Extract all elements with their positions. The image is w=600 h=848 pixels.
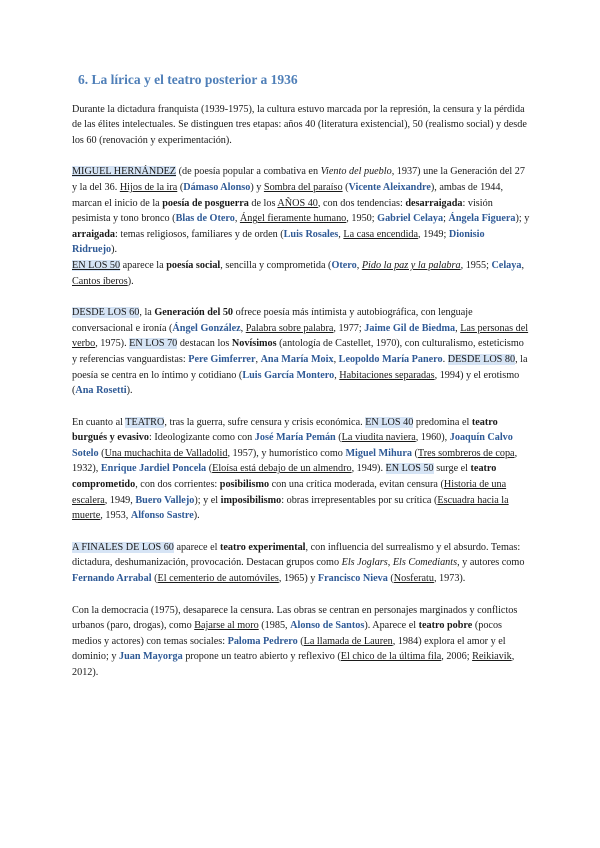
section-title: 6. La lírica y el teatro posterior a 1936 xyxy=(78,72,298,87)
paragraph-intro: Durante la dictadura franquista (1939-1975), la cultura estuvo marcada por la represión, la censura y la pérdida de las élites intelectuales. Se distinguen tres etapas: años 40 (literatura existencial), 50 (realismo social) y desde los 60 (renovación y experimentación). xyxy=(72,103,527,146)
paragraph-theatre-60s: A FINALES DE LOS 60 aparece el teatro experimental, con influencia del surrealismo y el absurdo. Temas: dictadura, deshumanización, provocación. Destacan grupos como Els Joglars, Els Comediants, y autores como Fernando Arrabal (El cementerio de automóviles, 1965) y Francisco Nieva (Nosferatu, 1973). xyxy=(72,541,525,585)
paragraph-poetry-40s: MIGUEL HERNÁNDEZ (de poesía popular a combativa en Viento del pueblo, 1937) une la Generación del 27 y la del 36. Hijos de la ira (Dámaso Alonso) y Sombra del paraíso (Vicente Aleixandre), ambas de 1944, marcan el inicio de la poesía de posguerra de los AÑOS 40, con dos tendencias: desarraigada: visión pesimista y tono bronco (Blas de Otero, Ángel fieramente humano, 1950; Gabriel Celaya; Ángela Figuera); y arraigada: temas religiosos, familiares y de orden (Luis Rosales, La casa encendida, 1949; Dionisio Ridruejo). EN LOS 50 aparece la poesía social, sencilla y comprometida (Otero, Pido la paz y la palabra, 1955; Celaya, Cantos íberos). xyxy=(72,166,530,287)
paragraph-poetry-60s: DESDE LOS 60, la Generación del 50 ofrece poesía más íntimista y autobiográfica, con lenguaje conversacional e ironía (Ángel González, Palabra sobre palabra, 1977; Jaime Gil de Biedma, Las personas del verbo, 1975). EN LOS 70 destacan los Novísimos (antología de Castellet, 1970), con culturalismo, esteticismo y referencias vanguardistas: Pere Gimferrer, Ana María Moix, Leopoldo María Panero. DESDE LOS 80, la poesía se centra en lo íntimo y cotidiano (Luis García Montero, Habitaciones separadas, 1994) y el erotismo (Ana Rosetti). xyxy=(72,307,529,397)
paragraph-theatre-40s-50s: En cuanto al TEATRO, tras la guerra, sufre censura y crisis económica. EN LOS 40 predomina el teatro burgués y evasivo: Ideologizante como con José María Pemán (La viudita naviera, 1960), Joaquín Calvo Sotelo (Una muchachita de Valladolid, 1957), y humorístico como Miguel Mihura (Tres sombreros de copa, 1932), Enrique Jardiel Poncela (Eloísa está debajo de un almendro, 1949). EN LOS 50 surge el teatro comprometido, con dos corrientes: posibilismo con una crítica moderada, evitan censura (Historia de una escalera, 1949, Buero Vallejo); y el imposibilismo: obras irrepresentables por su crítica (Escuadra hacia la muerte, 1953, Alfonso Sastre). xyxy=(72,416,518,522)
paragraph-theatre-democracy: Con la democracia (1975), desaparece la censura. Las obras se centran en personajes marginados y conflictos urbanos (paro, drogas), como Bajarse al moro (1985, Alonso de Santos). Aparece el teatro pobre (pocos medios y actores) con temas sociales: Paloma Pedrero (La llamada de Lauren, 1984) explora el amor y el dominio; y Juan Mayorga propone un teatro abierto y reflexivo (El chico de la última fila, 2006; Reikiavik, 2012). xyxy=(72,604,518,678)
